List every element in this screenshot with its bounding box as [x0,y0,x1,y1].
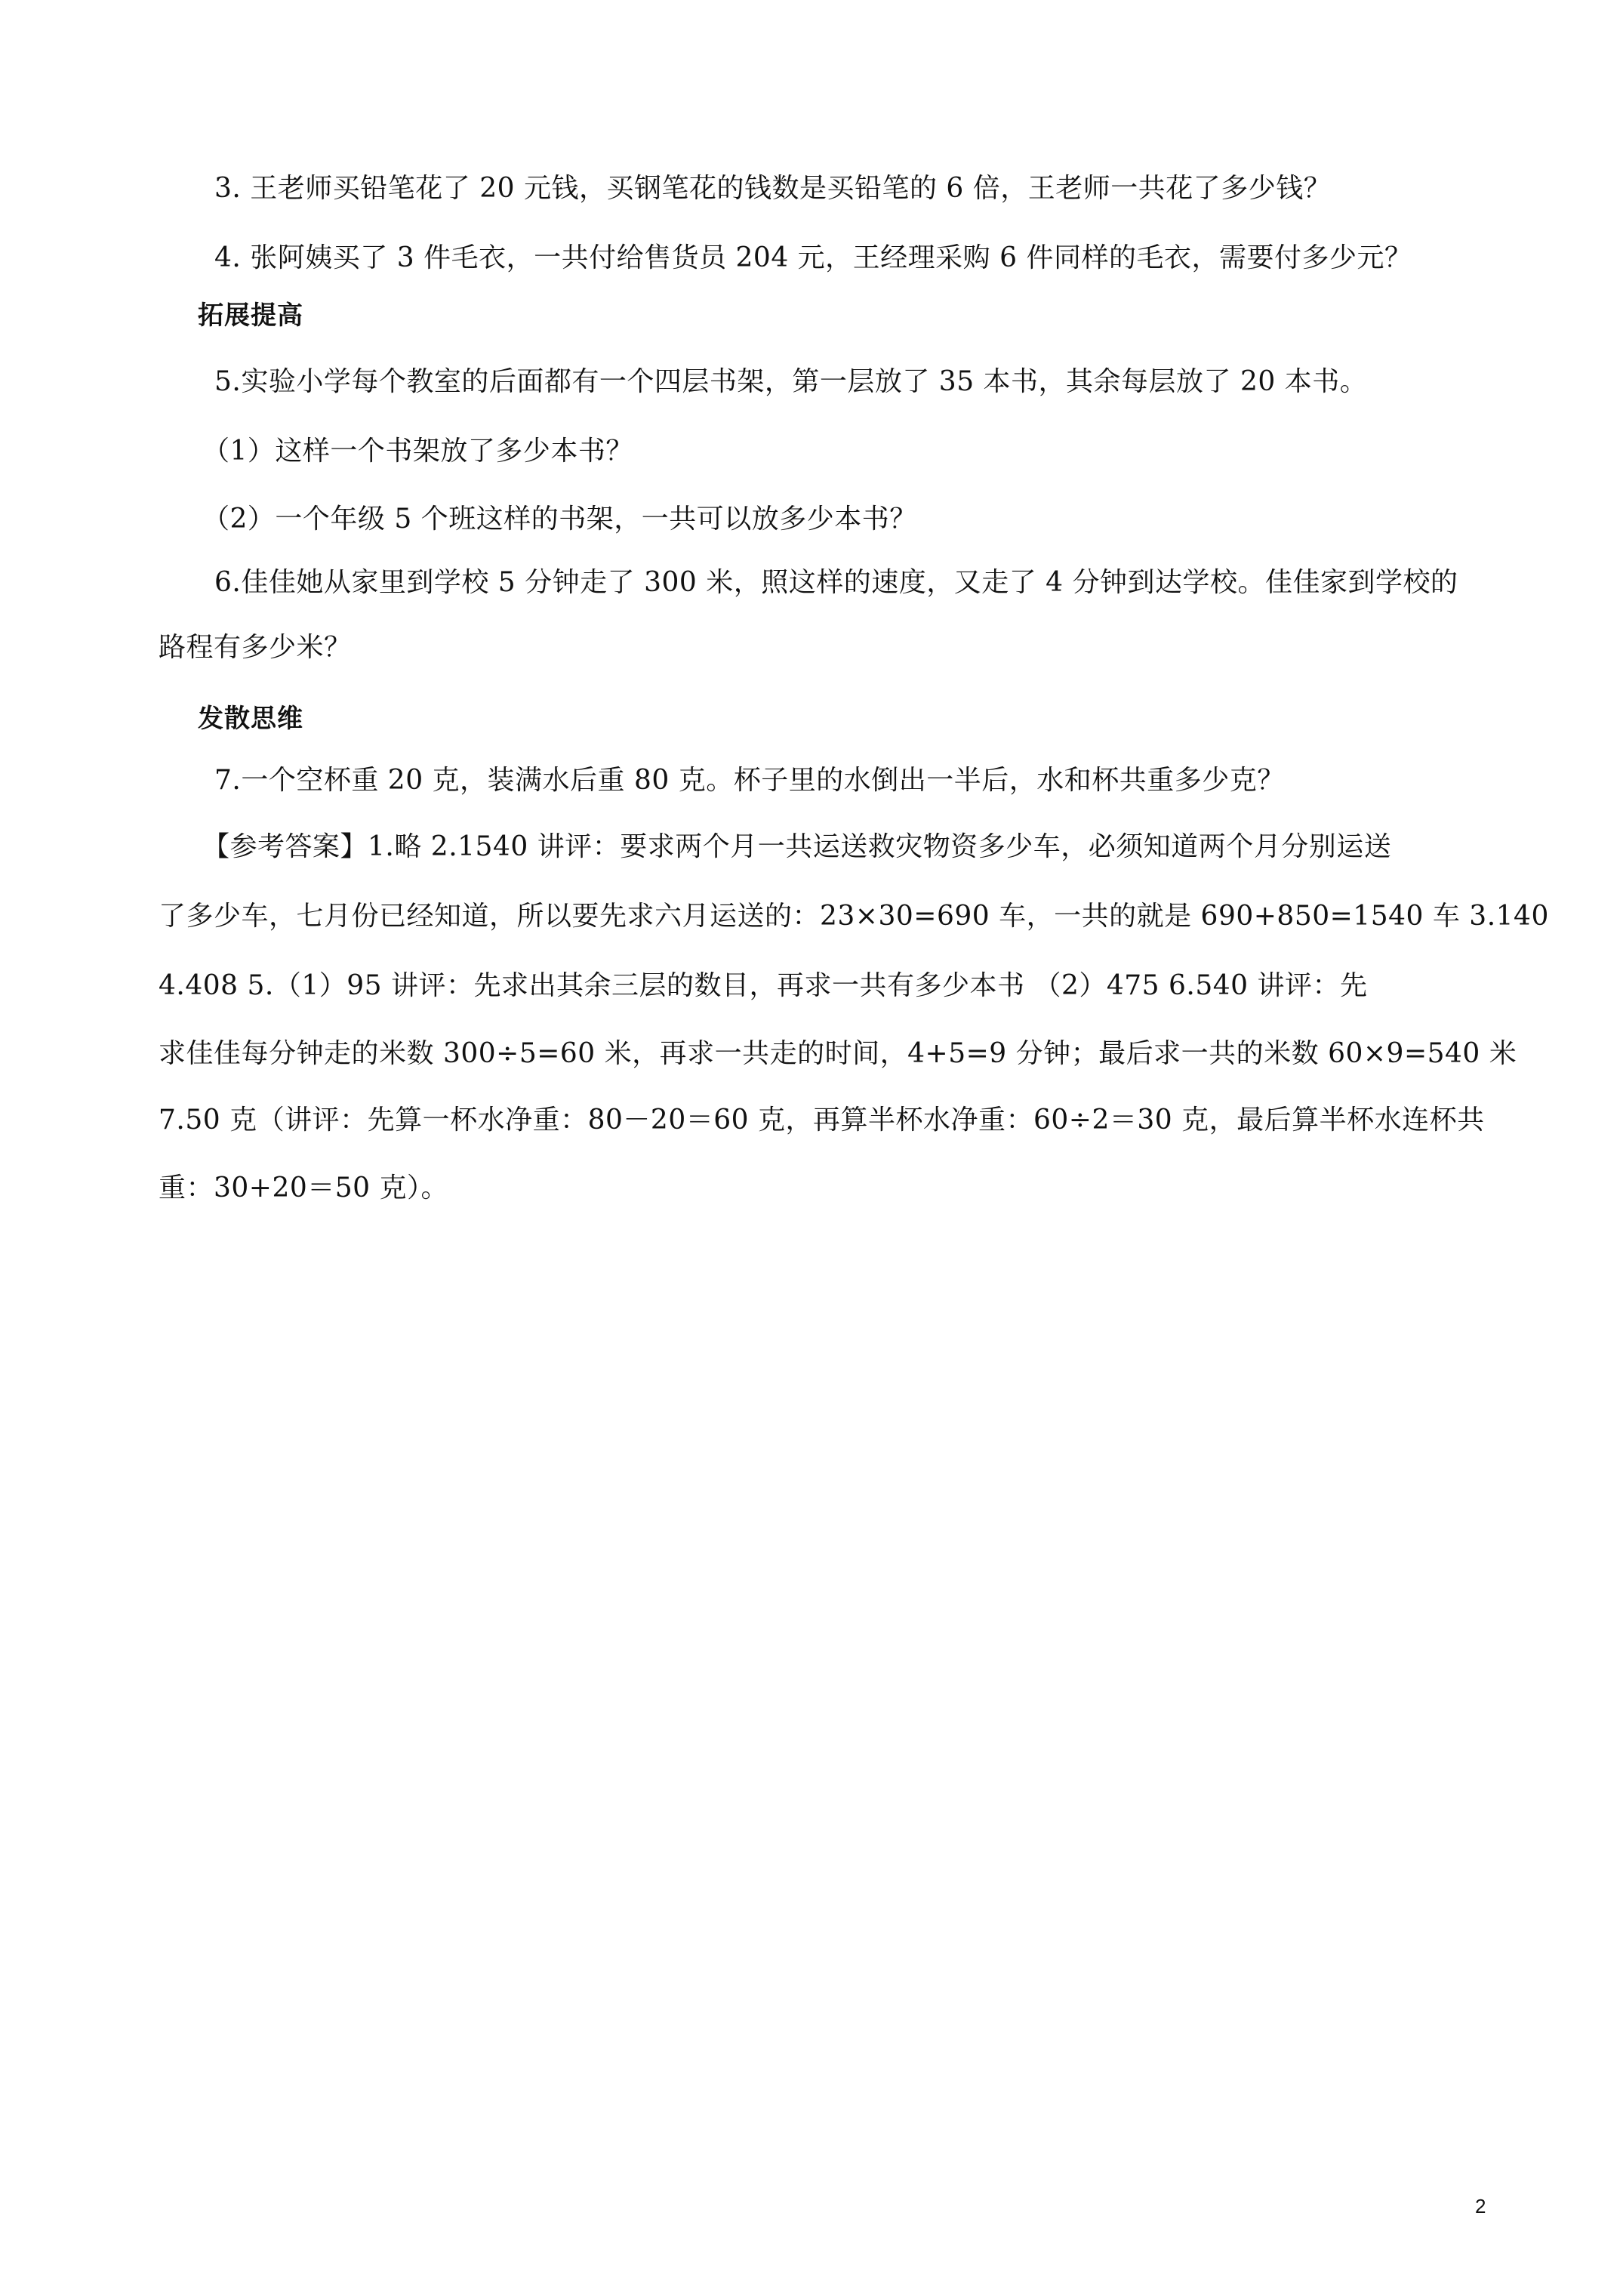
question-5: 5.实验小学每个教室的后面都有一个四层书架，第一层放了 35 本书，其余每层放了 20 本书。 [214,366,1368,397]
answer-key-line-6: 重：30+20＝50 克）。 [159,1173,449,1203]
answer-key-line-1: 【参考答案】1.略 2.1540 讲评：要求两个月一共运送救灾物资多少车，必须知道两个月分别运送 [202,831,1392,862]
question-5-part-2: （2）一个年级 5 个班这样的书架，一共可以放多少本书？ [202,504,917,535]
question-7: 7.一个空杯重 20 克，装满水后重 80 克。杯子里的水倒出一半后，水和杯共重多少克？ [214,765,1285,796]
question-5-part-1: （1）这样一个书架放了多少本书？ [202,436,633,467]
answer-key-line-5: 7.50 克（讲评：先算一杯水净重：80－20＝60 克，再算半杯水净重：60÷2＝30 克，最后算半杯水连杯共 [159,1105,1485,1136]
answer-key-line-2: 了多少车，七月份已经知道，所以要先求六月运送的：23×30=690 车，一共的就是 690+850=1540 车 3.140 [159,901,1549,932]
page-number: 2 [1475,2195,1486,2217]
question-4: 4. 张阿姨买了 3 件毛衣，一共付给售货员 204 元，王经理采购 6 件同样的毛衣，需要付多少元？ [214,242,1412,273]
answer-key-line-3: 4.408 5.（1）95 讲评：先求出其余三层的数目，再求一共有多少本书 （2）475 6.540 讲评：先 [159,970,1368,1001]
answer-key-line-4: 求佳佳每分钟走的米数 300÷5=60 米，再求一共走的时间，4+5=9 分钟；最后求一共的米数 60×9=540 米 [159,1038,1517,1069]
question-6-line-1: 6.佳佳她从家里到学校 5 分钟走了 300 米，照这样的速度，又走了 4 分钟到达学校。佳佳家到学校的 [214,567,1458,598]
section-heading-expand: 拓展提高 [198,300,303,331]
question-3: 3. 王老师买铅笔花了 20 元钱，买钢笔花的钱数是买铅笔的 6 倍，王老师一共花了多少钱？ [214,173,1332,204]
section-heading-divergent: 发散思维 [198,704,303,734]
question-6-line-2: 路程有多少米？ [159,632,352,663]
